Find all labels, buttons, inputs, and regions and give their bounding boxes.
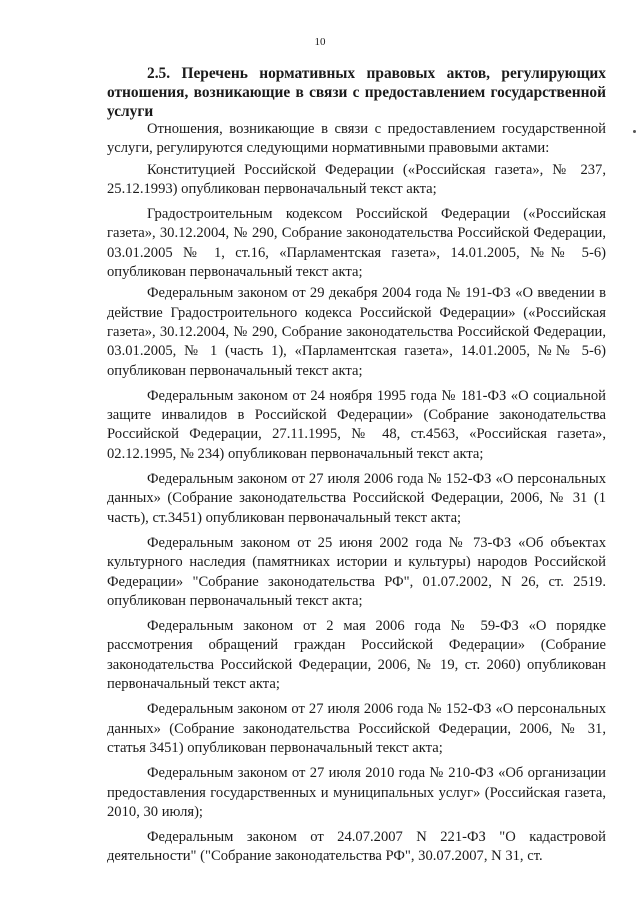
paragraph-law-191: Федеральным законом от 29 декабря 2004 года № 191-ФЗ «О введении в действие Градостроительного кодекса Российской Федерации» («Российская газета», 30.12.2004, № 290, Собрание законодательства Российской Федерации, 03.01.2005, № 1 (часть 1), «Парламентская газета», 14.01.2005, №№ 5-6) опубликован первоначальный текст акта; [107, 285, 606, 379]
paragraph-constitution: Конституцией Российской Федерации («Российская газета», № 237, 25.12.1993) опубликован первоначальный текст акта; [107, 161, 606, 197]
paragraph-law-181: Федеральным законом от 24 ноября 1995 года № 181-ФЗ «О социальной защите инвалидов в Российской Федерации» (Собрание законодательства Российской Федерации, 27.11.1995, № 48, ст.4563, «Российская газета», 02.12.1995, № 234) опубликован первоначальный текст акта; [107, 387, 606, 462]
paragraph-law-210: Федеральным законом от 27 июля 2010 года № 210-ФЗ «Об организации предоставления государственных и муниципальных услуг» (Российская газета, 2010, 30 июля); [107, 765, 606, 820]
document-body [107, 120, 606, 869]
paragraph-law-59: Федеральным законом от 2 мая 2006 года № 59-ФЗ «О порядке рассмотрения обращений граждан Российской Федерации» (Собрание законодательства Российской Федерации, 2006, № 19, ст. 2060) опубликован первоначальный текст акта; [107, 618, 606, 693]
page-number: 10 [314, 36, 326, 48]
section-heading: 2.5. Перечень нормативных правовых актов, регулирующих отношения, возникающие в связи с предоставлением государственной услуги [107, 65, 606, 120]
paragraph-law-221: Федеральным законом от 24.07.2007 N 221-ФЗ "О кадастровой деятельности" ("Собрание законодательства РФ", 30.07.2007, N 31, ст. [107, 829, 606, 865]
paragraph-law-152-a: Федеральным законом от 27 июля 2006 года № 152-ФЗ «О персональных данных» (Собрание законодательства Российской Федерации, 2006, № 31 (1 часть), ст.3451) опубликован первоначальный текст акта; [107, 471, 606, 526]
scan-speck [633, 130, 636, 133]
paragraph-law-73: Федеральным законом от 25 июня 2002 года № 73-ФЗ «Об объектах культурного наследия (памятниках истории и культуры) народов Российской Федерации» "Собрание законодательства РФ", 01.07.2002, N 26, ст. 2519. опубликован первоначальный текст акта; [107, 534, 606, 609]
paragraph-urban-planning-code: Градостроительным кодексом Российской Федерации («Российская газета», 30.12.2004, № 290, Собрание законодательства Российской Федерации, 03.01.2005 № 1, ст.16, «Парламентская газета», 14.01.2005, №№ 5-6) опубликован первоначальный текст акта; [107, 206, 606, 281]
paragraph-intro: Отношения, возникающие в связи с предоставлением государственной услуги, регулируются следующими нормативными правовыми актами: [107, 121, 606, 157]
paragraph-law-152-b: Федеральным законом от 27 июля 2006 года № 152-ФЗ «О персональных данных» (Собрание законодательства Российской Федерации, 2006, № 31, статья 3451) опубликован первоначальный текст акта; [107, 701, 606, 756]
